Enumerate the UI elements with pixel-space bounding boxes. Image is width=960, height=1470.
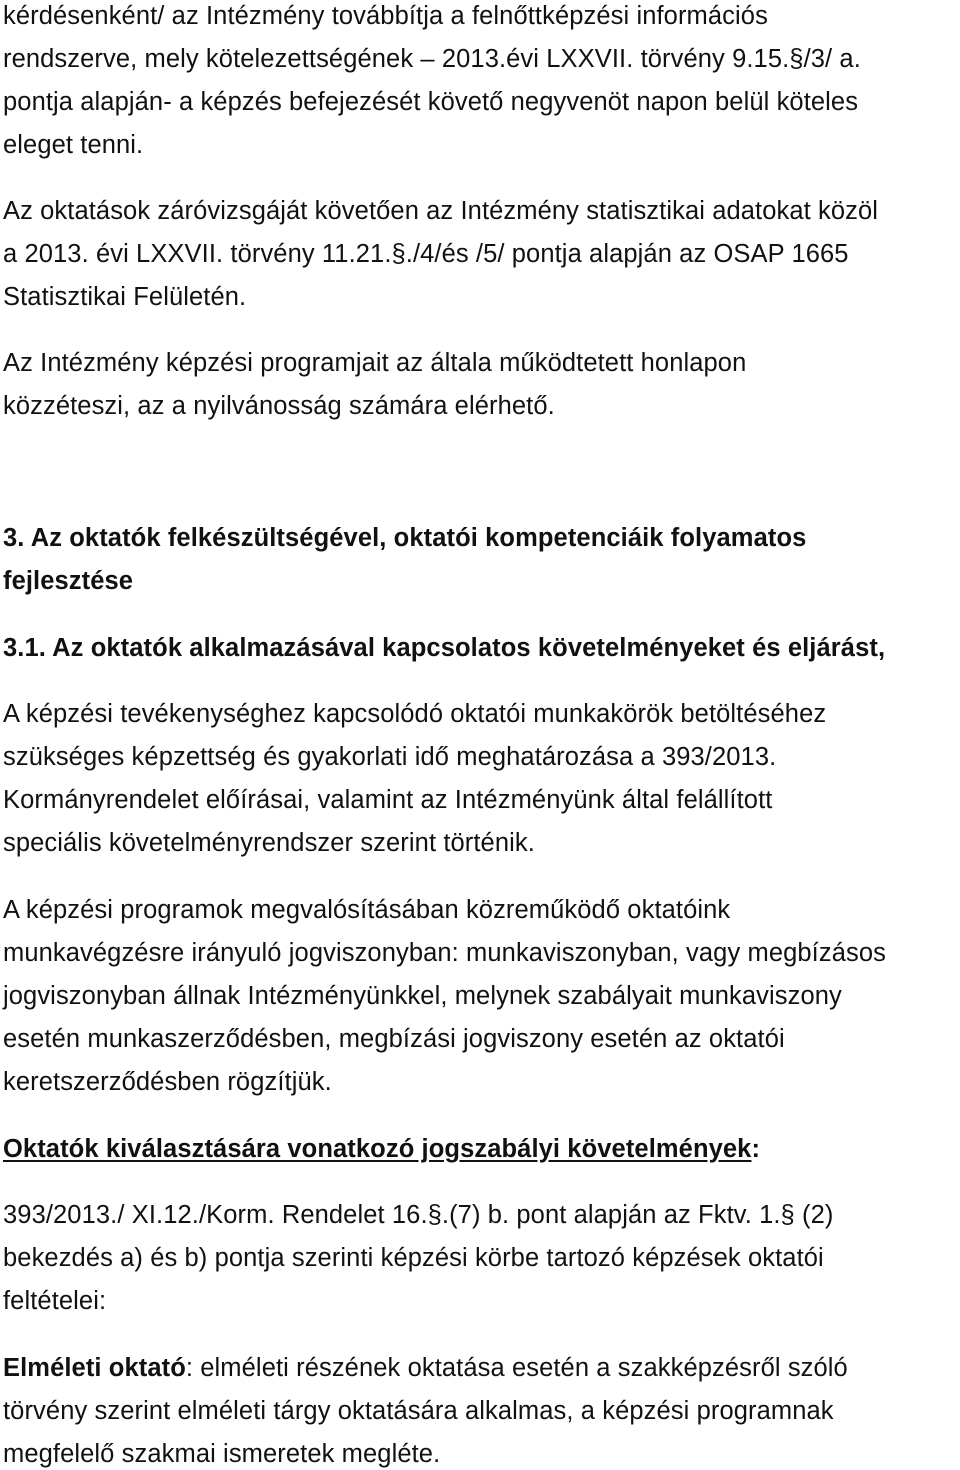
section-3-title-line-2: fejlesztése [3,567,134,595]
theory-instructor-line-1 [3,1353,848,1383]
employment-line-5: keretszerződésben rögzítjük. [3,1068,332,1096]
requirements-line-1: A képzési tevékenységhez kapcsolódó oktatói munkakörök betöltéséhez [3,700,827,728]
decree-line-3: feltételei: [3,1287,107,1315]
legal-requirements-heading-colon: : [751,1135,761,1163]
statistics-line-1: Az oktatások záróvizsgáját követően az Intézmény statisztikai adatokat közöl [3,197,879,225]
intro-line-2: rendszerve, mely kötelezettségének – 2013.évi LXXVII. törvény 9.15.§/3/ a. [3,45,861,73]
legal-requirements-heading [3,1134,760,1164]
employment-line-2: munkavégzésre irányuló jogviszonyban: munkaviszonyban, vagy megbízásos [3,939,886,967]
theory-instructor-definition-start: : elméleti részének oktatása esetén a szakképzésről szóló [185,1354,848,1382]
intro-line-3: pontja alapján- a képzés befejezését követő negyvenöt napon belül köteles [3,88,859,116]
intro-line-1: kérdésenként/ az Intézmény továbbítja a felnőttképzési információs [3,2,768,30]
statistics-line-2: a 2013. évi LXXVII. törvény 11.21.§./4/és /5/ pontja alapján az OSAP 1665 [3,240,849,268]
publication-line-2: közzéteszi, az a nyilvánosság számára elérhető. [3,392,555,420]
decree-line-2: bekezdés a) és b) pontja szerinti képzési körbe tartozó képzések oktatói [3,1244,824,1272]
theory-instructor-line-2: törvény szerint elméleti tárgy oktatására alkalmas, a képzési programnak [3,1397,834,1425]
employment-line-1: A képzési programok megvalósításában közreműködő oktatóink [3,896,731,924]
theory-instructor-line-3: megfelelő szakmai ismeretek megléte. [3,1440,441,1468]
requirements-line-4: speciális követelményrendszer szerint történik. [3,829,535,857]
section-3-title-line-1: 3. Az oktatók felkészültségével, oktatói kompetenciáik folyamatos [3,524,807,552]
publication-line-1: Az Intézmény képzési programjait az általa működtetett honlapon [3,349,747,377]
section-3-1-heading: 3.1. Az oktatók alkalmazásával kapcsolatos követelményeket és eljárást, [3,634,886,662]
requirements-line-2: szükséges képzettség és gyakorlati idő meghatározása a 393/2013. [3,743,777,771]
decree-line-1: 393/2013./ XI.12./Korm. Rendelet 16.§.(7) b. pont alapján az Fktv. 1.§ (2) [3,1201,834,1229]
employment-line-3: jogviszonyban állnak Intézményünkkel, melynek szabályait munkaviszony [3,982,842,1010]
requirements-line-3: Kormányrendelet előírásai, valamint az Intézményünk által felállított [3,786,773,814]
intro-line-4: eleget tenni. [3,131,144,159]
theory-instructor-term: Elméleti oktató [3,1354,186,1382]
employment-line-4: esetén munkaszerződésben, megbízási jogviszony esetén az oktatói [3,1025,785,1053]
statistics-line-3: Statisztikai Felületén. [3,283,247,311]
legal-requirements-heading-text: Oktatók kiválasztására vonatkozó jogszabályi követelmények [3,1135,752,1163]
